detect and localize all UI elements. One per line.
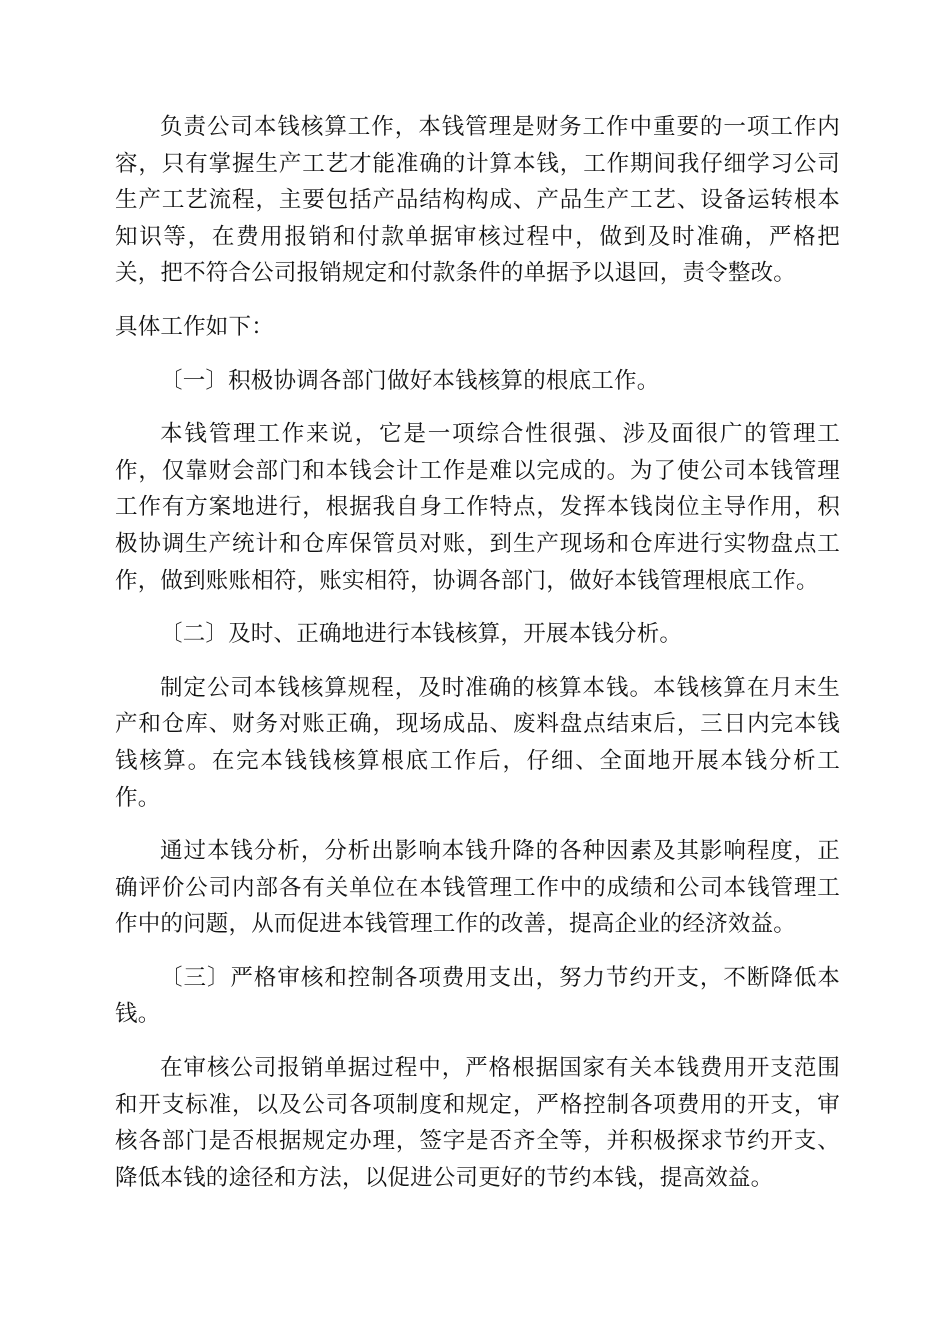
paragraph-work-details-lead: 具体工作如下： bbox=[115, 313, 274, 340]
paragraph-section-2-body-a: 制定公司本钱核算规程，及时准确的核算本钱。本钱核算在月末生产和仓库、财务对账正确，现场成品、废料盘点结束后，三日内完本钱钱核算。在完本钱钱核算根底工作后，仔细、全面地开展本钱分析工作。 bbox=[115, 674, 840, 811]
section-heading-3: 〔三〕严格审核和控制各项费用支出，努力节约开支，不断降低本钱。 bbox=[115, 964, 840, 1028]
paragraph-section-3-body: 在审核公司报销单据过程中，严格根据国家有关本钱费用开支范围和开支标准，以及公司各项制度和规定，严格控制各项费用的开支，审核各部门是否根据规定办理，签字是否齐全等，并积极探求节约开支、降低本钱的途径和方法，以促进公司更好的节约本钱，提高效益。 bbox=[115, 1055, 840, 1191]
paragraph-section-2-body-b: 通过本钱分析，分析出影响本钱升降的各种因素及其影响程度，正确评价公司内部各有关单位在本钱管理工作中的成绩和公司本钱管理工作中的问题，从而促进本钱管理工作的改善，提高企业的经济效益。 bbox=[115, 838, 840, 938]
section-heading-1: 〔一〕积极协调各部门做好本钱核算的根底工作。 bbox=[160, 367, 660, 394]
document-page bbox=[115, 109, 840, 1213]
paragraph-section-1-body: 本钱管理工作来说，它是一项综合性很强、涉及面很广的管理工作，仅靠财会部门和本钱会计工作是难以完成的。为了使公司本钱管理工作有方案地进行，根据我自身工作特点，发挥本钱岗位主导作用，积极协调生产统计和仓库保管员对账，到生产现场和仓库进行实物盘点工作，做到账账相符，账实相符，协调各部门，做好本钱管理根底工作。 bbox=[115, 421, 840, 594]
paragraph-cost-accounting-intro: 负责公司本钱核算工作，本钱管理是财务工作中重要的一项工作内容，只有掌握生产工艺才能准确的计算本钱，工作期间我仔细学习公司生产工艺流程，主要包括产品结构构成、产品生产工艺、设备运转根本知识等，在费用报销和付款单据审核过程中，做到及时准确，严格把关，把不符合公司报销规定和付款条件的单据予以退回，责令整改。 bbox=[115, 114, 840, 287]
section-heading-2: 〔二〕及时、正确地进行本钱核算，开展本钱分析。 bbox=[160, 621, 683, 648]
